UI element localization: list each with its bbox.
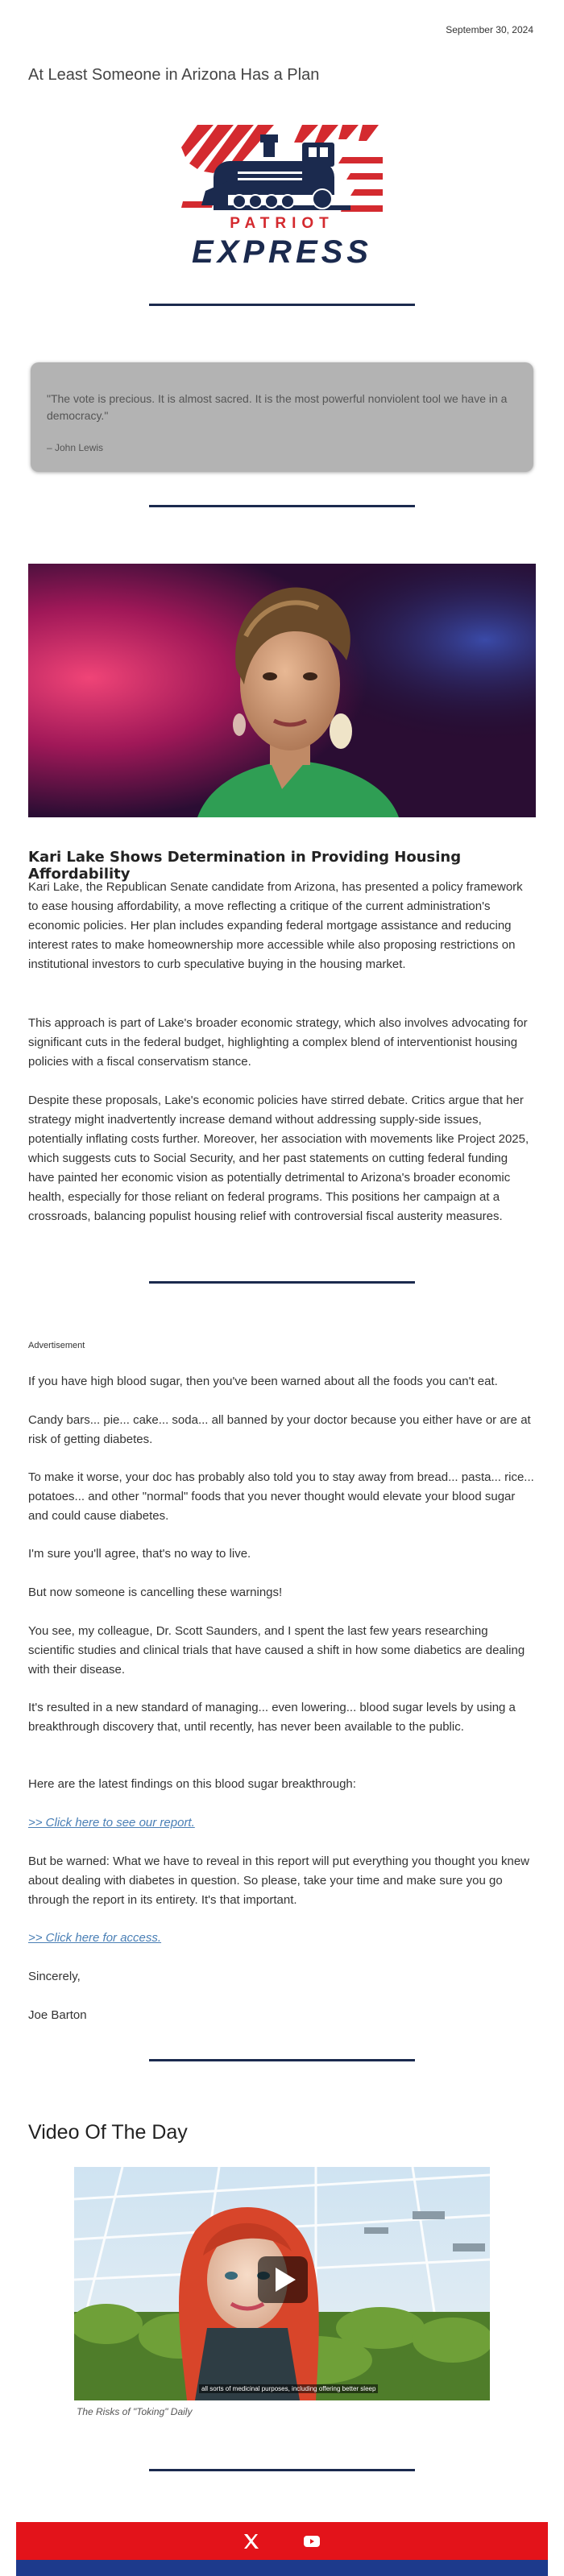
ad-paragraph: It's resulted in a new standard of managing... even lowering... blood sugar levels by using a breakthrough discovery that, until recently, has never been available to the public. [28,1701,516,1734]
ad-paragraph: If you have high blood sugar, then you've been warned about all the foods you can't eat. [28,1375,498,1388]
quote-text: "The vote is precious. It is almost sacred. It is the most powerful nonviolent tool we have in a democracy." [47,392,508,422]
footer-bottom-bar [16,2560,548,2576]
logo-text-patriot: PATRIOT [230,215,334,232]
article-hero-image[interactable] [28,564,536,817]
article-paragraph: This approach is part of Lake's broader economic strategy, which also involves advocating for significant cuts in the federal budget, highlighting a complex blend of interventionist housing policies with a fiscal conservatism stance. [28,1016,528,1069]
access-link[interactable]: >> Click here for access. [28,1931,162,1945]
ad-paragraph: You see, my colleague, Dr. Scott Saunders, and I spent the last few years researching scientific studies and clinical trials that have caused a shift in how some diabetics are dealing with their disease. [28,1624,525,1677]
x-twitter-icon[interactable] [243,2533,260,2550]
divider [149,2059,415,2061]
footer-social-bar [16,2522,548,2560]
report-link[interactable]: >> Click here to see our report. [28,1816,195,1830]
youtube-icon[interactable] [303,2533,321,2550]
article-title: Kari Lake Shows Determination in Providing Housing Affordability [28,849,462,883]
patriot-express-logo[interactable] [181,125,383,274]
greenhouse-video-image [74,2167,490,2400]
ad-link-row [28,1813,536,1833]
ad-link-row [28,1929,536,1948]
ad-paragraph: Here are the latest findings on this blood sugar breakthrough: [28,1777,356,1791]
ad-paragraph: To make it worse, your doc has probably also told you to stay away from bread... pasta... rice... potatoes... and other "normal" foods that you never thought would elevate your blood sugar and could cause diabetes. [28,1470,534,1523]
issue-date: September 30, 2024 [446,24,533,35]
video-caption: The Risks of "Toking" Daily [77,2406,193,2417]
divider [149,2469,415,2471]
logo-text-express: EXPRESS [192,234,372,270]
quote-box [31,362,533,472]
ad-signature: Joe Barton [28,2008,87,2022]
article-paragraph: Kari Lake, the Republican Senate candidate from Arizona, has presented a policy framework to ease housing affordability, a move reflecting a critique of the current administration's economic policies. Her plan includes expanding federal mortgage assistance and reducing interest rates to make homeownership more accessible while also proposing restrictions on institutional investors to curb speculative buying in the housing market. [28,880,523,971]
ad-paragraph: Candy bars... pie... cake... soda... all banned by your doctor because you either have or are at risk of getting diabetes. [28,1413,531,1446]
train-logo-icon [181,125,383,217]
newsletter-headline: At Least Someone in Arizona Has a Plan [28,66,320,84]
divider [149,505,415,507]
ad-paragraph: I'm sure you'll agree, that's no way to live. [28,1547,251,1561]
advertisement-label: Advertisement [28,1341,85,1350]
ad-paragraph: But now someone is cancelling these warnings! [28,1586,283,1599]
kari-lake-portrait-image [28,564,536,817]
quote-author: – John Lewis [47,442,104,453]
ad-paragraph: But be warned: What we have to reveal in this report will put everything you thought you knew about dealing with diabetes in question. So please, take your time and make sure you go through the report in its entirety. It's that important. [28,1854,530,1907]
article-paragraph: Despite these proposals, Lake's economic policies have stirred debate. Critics argue that her strategy might inadvertently increase demand without addressing supply-side issues, potentially inflating costs further. Moreover, her association with movements like Project 2025, which suggests cuts to Social Security, and her past statements on cutting federal funding have painted her economic vision as potentially detrimental to Arizona's broader economic health, especially for those reliant on federal programs. This positions her campaign at a crossroads, balancing populist housing relief with controversial fiscal austerity measures. [28,1094,529,1223]
video-subtitle-overlay: all sorts of medicinal purposes, including offering better sleep [199,2384,378,2393]
video-section-title: Video Of The Day [28,2121,188,2144]
divider [149,1281,415,1284]
video-thumbnail[interactable] [74,2167,490,2400]
divider [149,304,415,306]
ad-signoff: Sincerely, [28,1970,81,1983]
